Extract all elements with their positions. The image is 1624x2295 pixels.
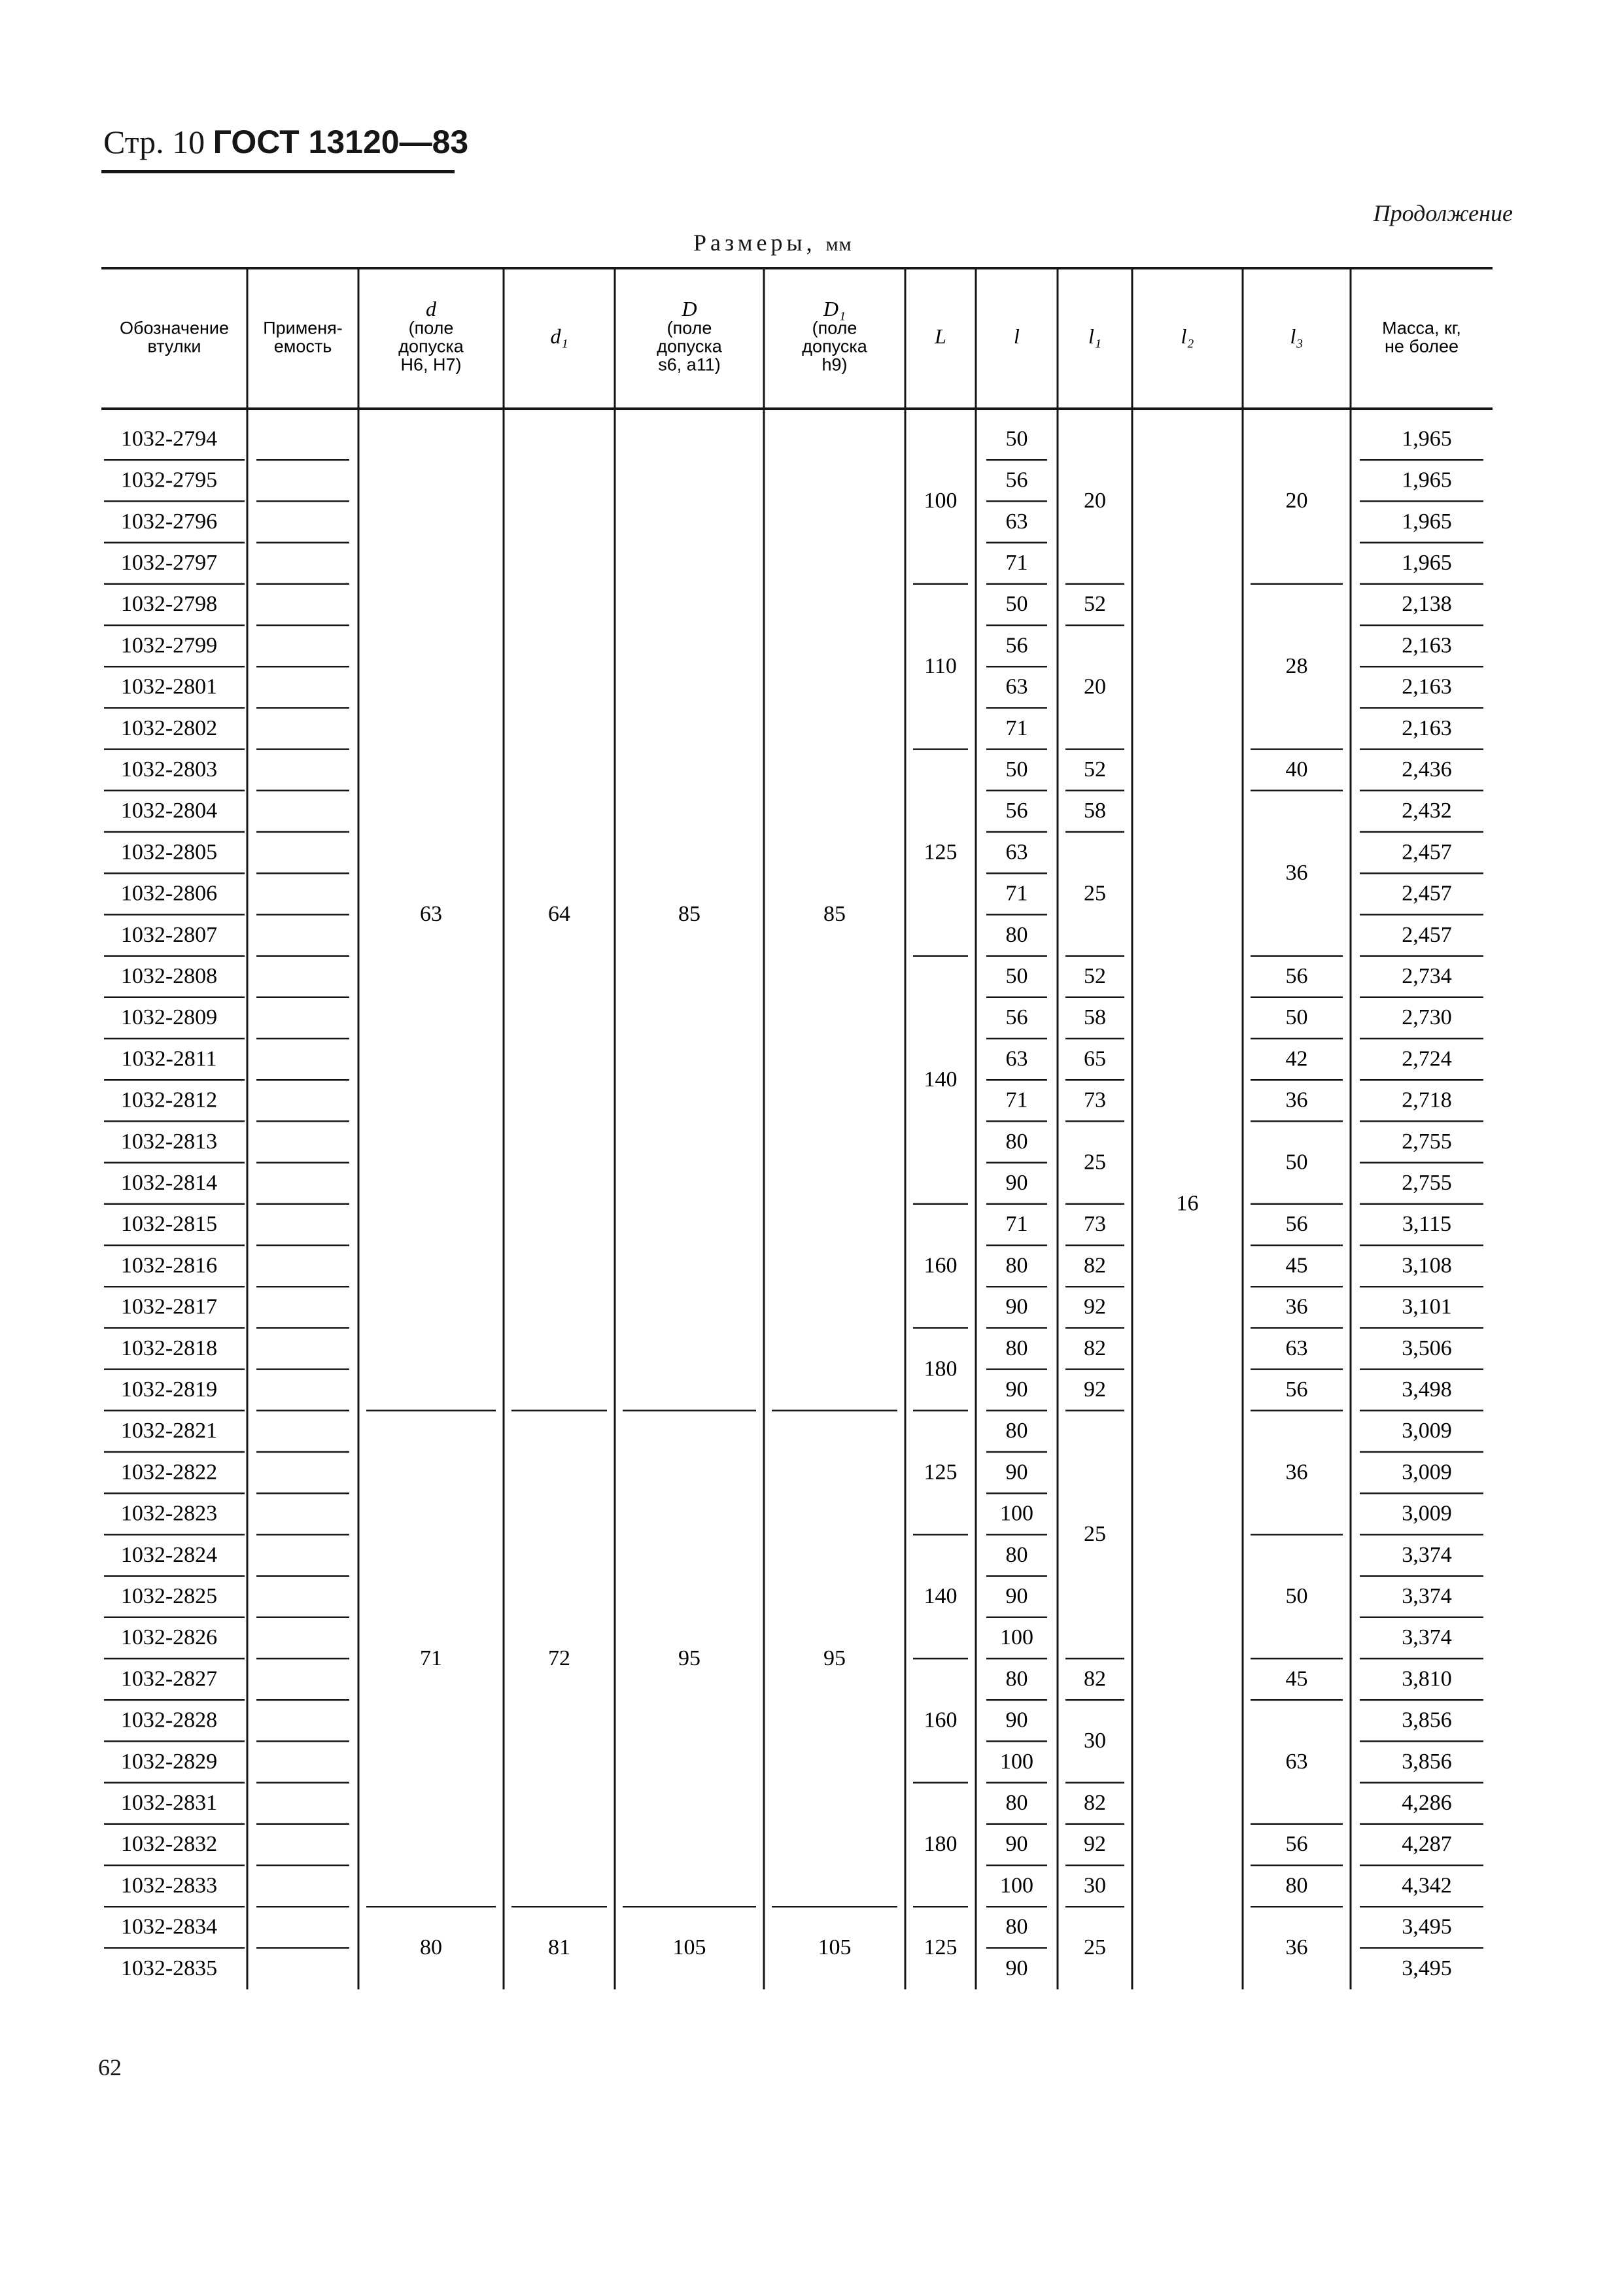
table-cell-l3: 40 [1285, 757, 1308, 782]
table-cell-l3: 20 [1285, 489, 1308, 513]
table-cell-l3: 45 [1285, 1253, 1308, 1278]
table-row-l: 90 [1005, 1460, 1028, 1485]
column-header-mass: Масса, кг, [1382, 318, 1461, 338]
table-row-mass: 1,965 [1402, 509, 1452, 534]
table-row-l: 80 [1005, 1253, 1028, 1278]
table-cell-l3: 56 [1285, 963, 1308, 988]
table-row-designation: 1032-2814 [120, 1170, 218, 1195]
table-cell-l3: 36 [1285, 1460, 1308, 1485]
table-cell-l2: 16 [1176, 1191, 1199, 1216]
column-header-d: допуска [398, 336, 464, 356]
table-cell-L: 125 [924, 840, 958, 865]
continuation-label: Продолжение [1373, 200, 1513, 226]
table-row-designation: 1032-2801 [120, 674, 218, 699]
table-cell-l1: 52 [1084, 963, 1106, 988]
table-row-designation: 1032-2815 [120, 1212, 218, 1237]
table-row-l: 50 [1005, 963, 1028, 988]
table-row-l: 80 [1005, 1914, 1028, 1939]
table-cell-D: 95 [678, 1646, 700, 1670]
table-row-designation: 1032-2802 [120, 716, 218, 740]
table-row-designation: 1032-2823 [120, 1501, 218, 1526]
table-row-mass: 2,432 [1402, 799, 1452, 823]
column-header-D: s6, a11) [658, 354, 721, 375]
table-row-l: 50 [1005, 757, 1028, 782]
table-row-l: 50 [1005, 426, 1028, 451]
table-cell-L: 125 [924, 1935, 958, 1960]
sizes-caption-unit: мм [825, 233, 852, 255]
table-row-l: 80 [1005, 1666, 1028, 1691]
table-row-designation: 1032-2804 [120, 799, 218, 823]
table-row-l: 80 [1005, 1129, 1028, 1154]
table-row-l: 100 [1000, 1625, 1033, 1650]
table-cell-l1: 25 [1084, 881, 1106, 906]
table-cell-l3: 50 [1285, 1150, 1308, 1175]
table-cell-l3: 36 [1285, 1935, 1308, 1960]
table-row-designation: 1032-2821 [120, 1419, 218, 1443]
table-cell-D1: 95 [823, 1646, 846, 1670]
table-cell-d1: 72 [548, 1646, 570, 1670]
table-cell-l1: 92 [1084, 1832, 1106, 1857]
table-row-l: 71 [1005, 550, 1028, 575]
table-cell-l1: 52 [1084, 592, 1106, 617]
table-row-mass: 3,374 [1402, 1583, 1452, 1608]
column-header-d: H6, H7) [400, 354, 462, 375]
column-header-D: допуска [657, 336, 722, 356]
table-cell-l3: 80 [1285, 1873, 1308, 1898]
table-row-designation: 1032-2803 [120, 757, 218, 782]
table-row-mass: 3,009 [1402, 1419, 1452, 1443]
column-header-D1: D₁ [823, 296, 846, 320]
table-row-mass: 4,287 [1402, 1832, 1452, 1857]
table-row-designation: 1032-2832 [120, 1832, 218, 1857]
table-row-designation: 1032-2828 [120, 1708, 218, 1733]
table-row-l: 90 [1005, 1956, 1028, 1980]
table-cell-l1: 52 [1084, 757, 1106, 782]
table-row-mass: 2,163 [1402, 674, 1452, 699]
table-cell-l3: 36 [1285, 860, 1308, 885]
table-row-designation: 1032-2813 [120, 1129, 218, 1154]
table-cell-l1: 92 [1084, 1294, 1106, 1319]
table-row-mass: 3,810 [1402, 1666, 1452, 1691]
table-cell-l1: 82 [1084, 1253, 1106, 1278]
table-row-designation: 1032-2798 [120, 592, 218, 617]
table-row-designation: 1032-2835 [120, 1956, 218, 1980]
table-row-designation: 1032-2831 [120, 1790, 218, 1815]
table-cell-l1: 25 [1084, 1935, 1106, 1960]
table-row-mass: 3,856 [1402, 1708, 1452, 1733]
table-cell-l1: 25 [1084, 1522, 1106, 1547]
table-row-mass: 3,115 [1402, 1212, 1452, 1237]
table-cell-L: 140 [924, 1067, 958, 1092]
table-row-mass: 2,724 [1402, 1046, 1452, 1071]
table-row-mass: 1,965 [1402, 468, 1452, 492]
table-cell-l1: 20 [1084, 489, 1106, 513]
table-row-l: 100 [1000, 1749, 1033, 1774]
column-header-l3: l₃ [1290, 324, 1304, 348]
table-cell-d1: 81 [548, 1935, 570, 1960]
table-row-mass: 3,101 [1402, 1294, 1452, 1319]
table-row-designation: 1032-2811 [121, 1046, 217, 1071]
table-row-mass: 3,374 [1402, 1542, 1452, 1567]
table-row-l: 63 [1005, 1046, 1028, 1071]
table-cell-L: 180 [924, 1832, 958, 1857]
table-row-mass: 3,856 [1402, 1749, 1452, 1774]
column-header-D1: (поле [812, 318, 857, 338]
table-row-mass: 2,436 [1402, 757, 1452, 782]
table-row-designation: 1032-2816 [120, 1253, 218, 1278]
table-row-designation: 1032-2797 [120, 550, 218, 575]
table-row-l: 80 [1005, 1419, 1028, 1443]
table-cell-l3: 42 [1285, 1046, 1308, 1071]
table-row-designation: 1032-2833 [120, 1873, 218, 1898]
table-row-designation: 1032-2795 [120, 468, 218, 492]
table-row-l: 90 [1005, 1294, 1028, 1319]
table-row-mass: 3,009 [1402, 1501, 1452, 1526]
table-cell-l3: 36 [1285, 1294, 1308, 1319]
table-row-designation: 1032-2826 [120, 1625, 218, 1650]
table-row-l: 80 [1005, 1790, 1028, 1815]
table-cell-L: 160 [924, 1708, 958, 1733]
table-row-l: 56 [1005, 468, 1028, 492]
table-row-l: 50 [1005, 592, 1028, 617]
table-cell-d: 71 [420, 1646, 442, 1670]
table-row-l: 71 [1005, 1212, 1028, 1237]
column-header-designation: Обозначение [120, 318, 229, 338]
table-cell-l3: 56 [1285, 1832, 1308, 1857]
table-cell-l1: 30 [1084, 1873, 1106, 1898]
column-header-designation: втулки [147, 336, 201, 356]
table-row-mass: 1,965 [1402, 426, 1452, 451]
table-cell-l1: 58 [1084, 1005, 1106, 1030]
table-row-l: 71 [1005, 1088, 1028, 1113]
table-cell-l3: 63 [1285, 1749, 1308, 1774]
table-row-mass: 3,495 [1402, 1914, 1452, 1939]
table-row-mass: 2,718 [1402, 1088, 1452, 1113]
table-row-mass: 2,755 [1402, 1129, 1452, 1154]
table-cell-L: 140 [924, 1583, 958, 1608]
table-cell-L: 180 [924, 1356, 958, 1381]
column-header-l1: l₁ [1088, 324, 1102, 348]
table-cell-l3: 50 [1285, 1005, 1308, 1030]
table-row-mass: 2,163 [1402, 716, 1452, 740]
table-row-l: 80 [1005, 1336, 1028, 1360]
table-row-mass: 3,009 [1402, 1460, 1452, 1485]
table-cell-L: 160 [924, 1253, 958, 1278]
table-row-designation: 1032-2808 [120, 963, 218, 988]
table-row-l: 90 [1005, 1708, 1028, 1733]
table-row-mass: 3,374 [1402, 1625, 1452, 1650]
table-row-designation: 1032-2818 [120, 1336, 218, 1360]
column-header-D1: допуска [802, 336, 867, 356]
table-row-l: 80 [1005, 1542, 1028, 1567]
page-number: 62 [98, 2054, 122, 2080]
table-row-mass: 3,108 [1402, 1253, 1452, 1278]
table-row-mass: 2,163 [1402, 633, 1452, 658]
table-row-designation: 1032-2817 [120, 1294, 218, 1319]
table-cell-l1: 20 [1084, 674, 1106, 699]
table-row-designation: 1032-2812 [120, 1088, 218, 1113]
column-header-D: (поле [666, 318, 712, 338]
column-header-l: l [1014, 324, 1020, 348]
table-row-l: 100 [1000, 1501, 1033, 1526]
table-cell-l1: 73 [1084, 1212, 1106, 1237]
table-row-designation: 1032-2819 [120, 1377, 218, 1402]
table-row-mass: 2,457 [1402, 881, 1452, 906]
column-header-D: D [682, 296, 697, 320]
page-header-prefix: Стр. 10 [103, 124, 205, 160]
column-header-mass: не более [1384, 336, 1459, 356]
table-row-designation: 1032-2796 [120, 509, 218, 534]
column-header-l2: l₂ [1181, 324, 1194, 348]
column-header-d1: d₁ [550, 324, 568, 348]
column-header-applicability: емость [273, 336, 332, 356]
table-cell-l3: 63 [1285, 1336, 1308, 1360]
table-cell-d: 63 [420, 902, 442, 927]
table-cell-l1: 73 [1084, 1088, 1106, 1113]
table-cell-l1: 82 [1084, 1336, 1106, 1360]
table-row-designation: 1032-2807 [120, 922, 218, 947]
table-row-designation: 1032-2824 [120, 1542, 218, 1567]
column-header-d: d [426, 296, 436, 320]
table-cell-l3: 45 [1285, 1666, 1308, 1691]
table-row-mass: 3,506 [1402, 1336, 1452, 1360]
table-row-designation: 1032-2799 [120, 633, 218, 658]
table-row-l: 80 [1005, 922, 1028, 947]
table-row-l: 63 [1005, 509, 1028, 534]
sizes-caption-text: Размеры, [693, 230, 816, 256]
table-row-mass: 3,495 [1402, 1956, 1452, 1980]
table-cell-L: 100 [924, 489, 958, 513]
table-row-designation: 1032-2805 [120, 840, 218, 865]
table-cell-l1: 25 [1084, 1150, 1106, 1175]
table-cell-D1: 105 [818, 1935, 852, 1960]
table-row-l: 56 [1005, 799, 1028, 823]
table-row-designation: 1032-2794 [120, 426, 218, 451]
column-header-d: (поле [408, 318, 454, 338]
column-header-D1: h9) [821, 354, 848, 375]
table-row-designation: 1032-2809 [120, 1005, 218, 1030]
table-cell-D1: 85 [823, 902, 846, 927]
table-cell-D: 105 [672, 1935, 706, 1960]
table-cell-l1: 82 [1084, 1790, 1106, 1815]
table-row-l: 63 [1005, 840, 1028, 865]
table-row-mass: 1,965 [1402, 550, 1452, 575]
table-cell-l1: 30 [1084, 1729, 1106, 1753]
table-cell-l1: 65 [1084, 1046, 1106, 1071]
table-row-designation: 1032-2829 [120, 1749, 218, 1774]
table-cell-l3: 50 [1285, 1583, 1308, 1608]
table-row-mass: 3,498 [1402, 1377, 1452, 1402]
table-row-mass: 2,734 [1402, 963, 1452, 988]
column-header-applicability: Применя- [263, 318, 343, 338]
table-row-designation: 1032-2806 [120, 881, 218, 906]
table-row-mass: 2,138 [1402, 592, 1452, 617]
table-row-l: 100 [1000, 1873, 1033, 1898]
table-cell-d: 80 [420, 1935, 442, 1960]
table-row-l: 90 [1005, 1832, 1028, 1857]
table-row-l: 63 [1005, 674, 1028, 699]
table-row-l: 90 [1005, 1170, 1028, 1195]
table-row-mass: 4,286 [1402, 1790, 1452, 1815]
table-row-l: 71 [1005, 881, 1028, 906]
table-row-mass: 2,730 [1402, 1005, 1452, 1030]
table-cell-L: 125 [924, 1460, 958, 1485]
table-cell-l3: 56 [1285, 1377, 1308, 1402]
table-cell-l3: 36 [1285, 1088, 1308, 1113]
table-row-mass: 2,457 [1402, 922, 1452, 947]
table-cell-l3: 28 [1285, 653, 1308, 678]
table-cell-L: 110 [924, 653, 957, 678]
table-cell-d1: 64 [548, 902, 570, 927]
table-cell-l1: 58 [1084, 799, 1106, 823]
table-row-designation: 1032-2822 [120, 1460, 218, 1485]
table-row-l: 90 [1005, 1377, 1028, 1402]
column-header-L: L [935, 324, 946, 348]
table-row-mass: 2,755 [1402, 1170, 1452, 1195]
table-row-designation: 1032-2825 [120, 1583, 218, 1608]
table-cell-l1: 92 [1084, 1377, 1106, 1402]
table-row-l: 71 [1005, 716, 1028, 740]
table-row-l: 90 [1005, 1583, 1028, 1608]
table-row-mass: 2,457 [1402, 840, 1452, 865]
table-row-l: 56 [1005, 633, 1028, 658]
table-cell-D: 85 [678, 902, 700, 927]
table-cell-l3: 56 [1285, 1212, 1308, 1237]
table-row-designation: 1032-2827 [120, 1666, 218, 1691]
table-cell-l1: 82 [1084, 1666, 1106, 1691]
table-row-mass: 4,342 [1402, 1873, 1452, 1898]
page-header-standard: ГОСТ 13120—83 [213, 124, 469, 160]
table-row-designation: 1032-2834 [120, 1914, 218, 1939]
table-row-l: 56 [1005, 1005, 1028, 1030]
